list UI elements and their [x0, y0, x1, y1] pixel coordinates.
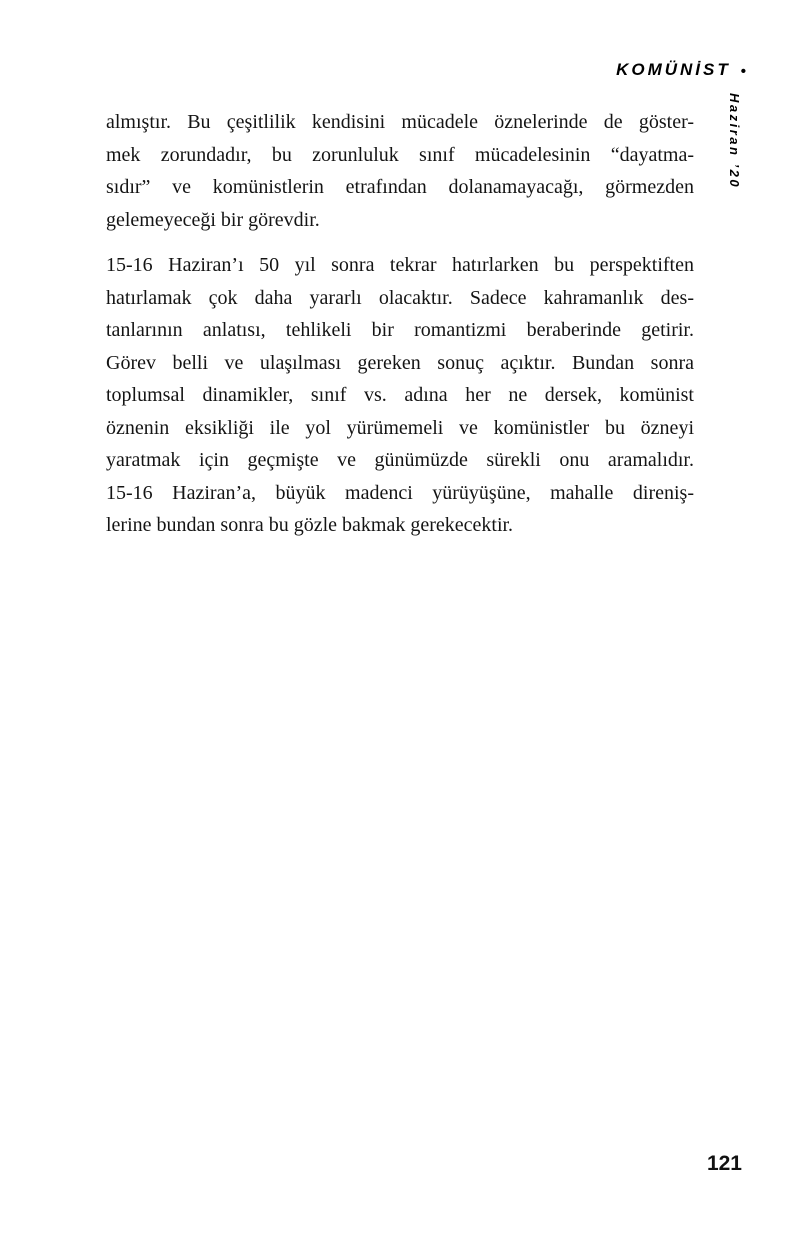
bullet-separator: •	[740, 62, 746, 80]
text-line: yaratmak için geçmişte ve günümüzde sürekli onu aramalıdır.	[106, 449, 694, 471]
running-head	[616, 60, 746, 80]
text-line: gelemeyeceği bir görevdir.	[106, 208, 320, 231]
text-line: mek zorundadır, bu zorunluluk sınıf mücadelesinin “dayatma-	[106, 143, 694, 166]
paragraph	[106, 106, 694, 236]
text-line: sıdır” ve komünistlerin etrafından dolanamayacağı, görmezden	[106, 176, 694, 198]
text-line: Görev belli ve ulaşılması gereken sonuç açıktır. Bundan sonra	[106, 351, 694, 374]
issue-vertical-label: Haziran ’20	[727, 93, 742, 190]
text-line: almıştır. Bu çeşitlilik kendisini mücadele öznelerinde de göster-	[106, 111, 694, 133]
text-line: hatırlamak çok daha yararlı olacaktır. Sadece kahramanlık des-	[106, 286, 694, 309]
text-line: lerine bundan sonra bu gözle bakmak gerekecektir.	[106, 514, 514, 536]
text-line: öznenin eksikliği ile yol yürümemeli ve komünistler bu özneyi	[106, 416, 694, 439]
journal-title: KOMÜNİST	[616, 60, 731, 79]
text-line: 15-16 Haziran’ı 50 yıl sonra tekrar hatırlarken bu perspektiften	[106, 254, 694, 276]
text-line: toplumsal dinamikler, sınıf vs. adına her ne dersek, komünist	[106, 384, 694, 406]
text-line: 15-16 Haziran’a, büyük madenci yürüyüşüne, mahalle direniş-	[106, 481, 694, 504]
body-text	[106, 106, 694, 555]
paragraph	[106, 249, 694, 542]
text-line: tanlarının anlatısı, tehlikeli bir romantizmi beraberinde getirir.	[106, 319, 694, 341]
page-number: 121	[706, 1152, 742, 1175]
